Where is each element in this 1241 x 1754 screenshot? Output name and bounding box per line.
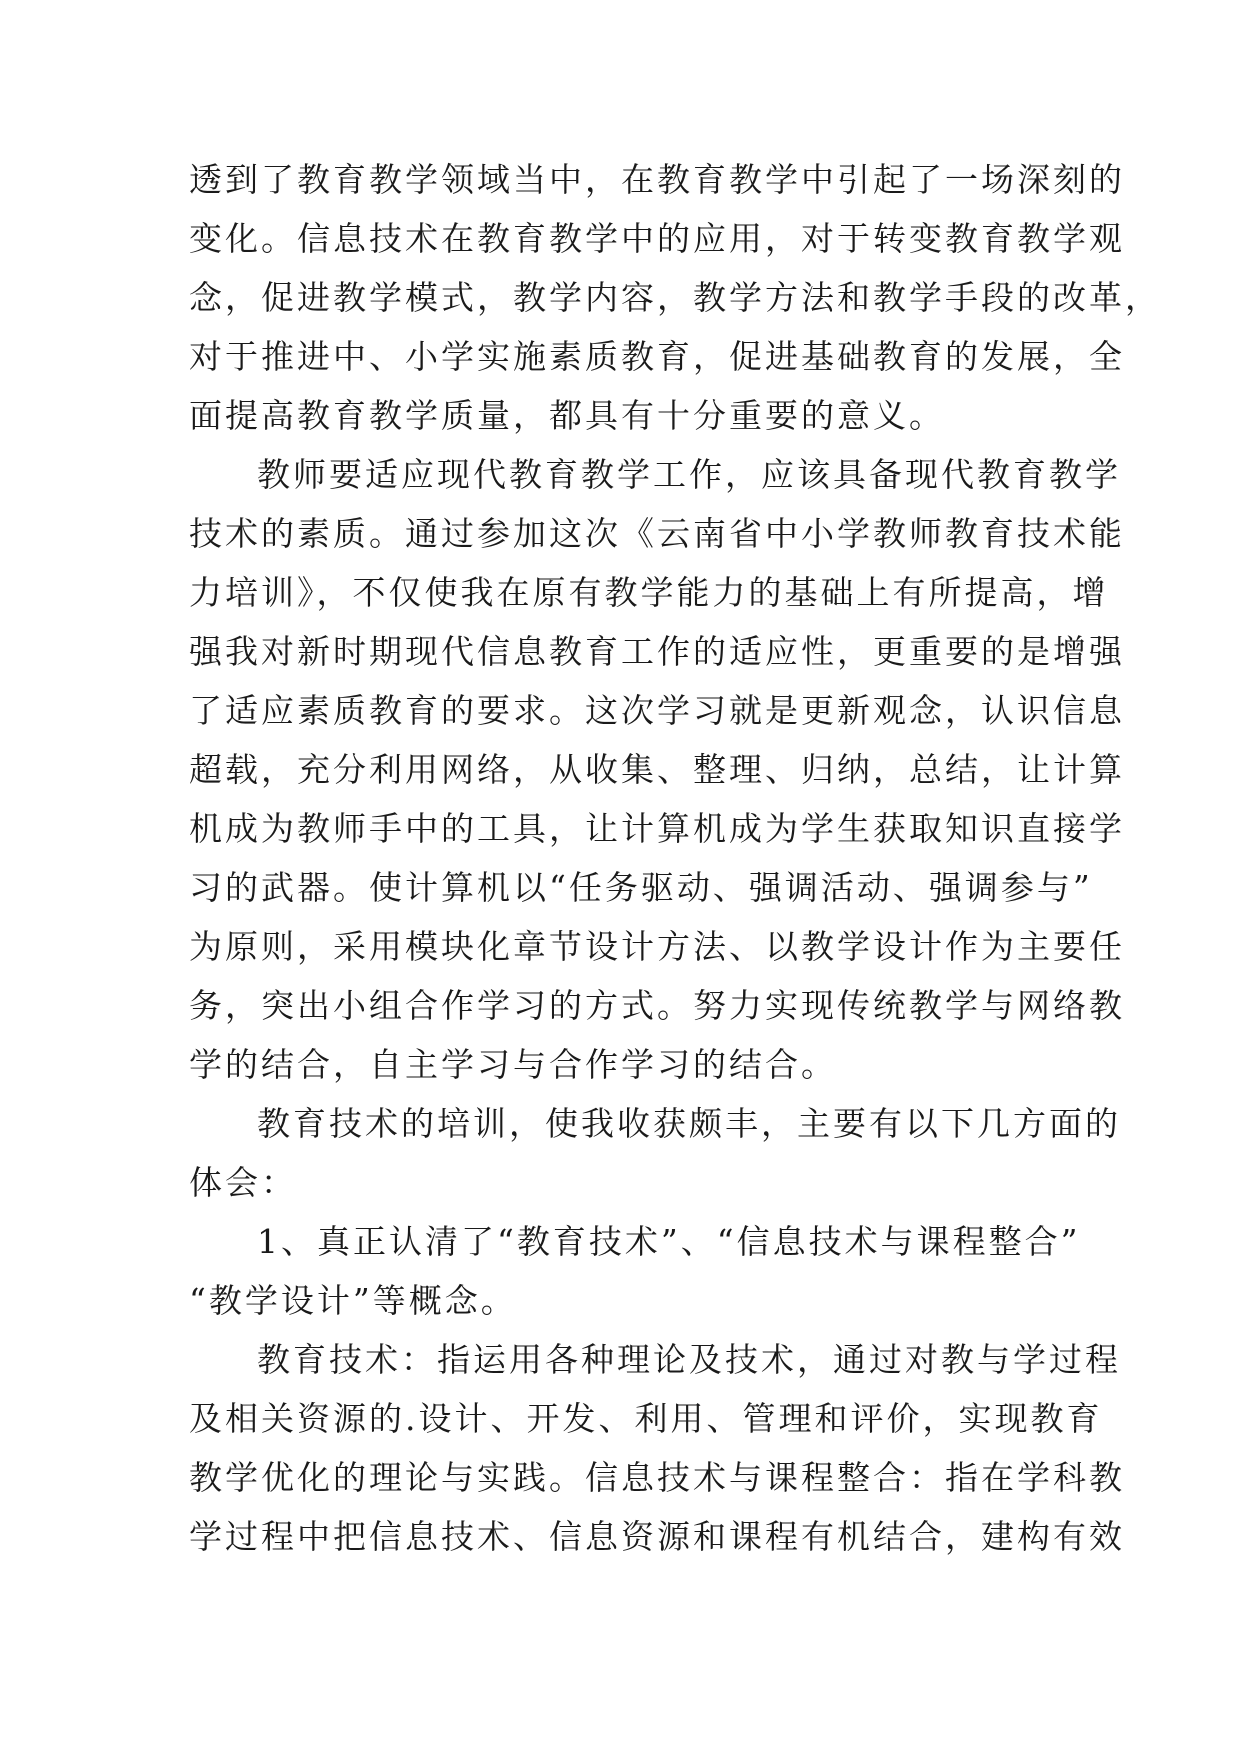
text-line: 为原则，采用模块化章节设计方法、以教学设计作为主要任 — [189, 927, 1125, 966]
paragraph-first-line: 教师要适应现代教育教学工作，应该具备现代教育教学 — [257, 455, 1121, 494]
text-line: 念，促进教学模式，教学内容，教学方法和教学手段的改革， — [189, 278, 1161, 317]
paragraph-first-line: 教育技术的培训，使我收获颇丰，主要有以下几方面的 — [257, 1104, 1121, 1143]
text-line: 学的结合，自主学习与合作学习的结合。 — [189, 1045, 837, 1084]
paragraph-first-line: 1、真正认清了“教育技术”、“信息技术与课程整合” — [257, 1222, 1081, 1261]
text-line: 对于推进中、小学实施素质教育，促进基础教育的发展，全 — [189, 337, 1125, 376]
text-line: “教学设计”等概念。 — [189, 1281, 517, 1320]
text-line: 面提高教育教学质量，都具有十分重要的意义。 — [189, 396, 945, 435]
paragraph-first-line: 教育技术：指运用各种理论及技术，通过对教与学过程 — [257, 1340, 1121, 1379]
text-line: 了适应素质教育的要求。这次学习就是更新观念，认识信息 — [189, 691, 1125, 730]
text-line: 务，突出小组合作学习的方式。努力实现传统教学与网络教 — [189, 986, 1125, 1025]
text-line: 体会： — [189, 1163, 297, 1202]
text-line: 技术的素质。通过参加这次《云南省中小学教师教育技术能 — [189, 514, 1125, 553]
body-text — [189, 150, 1161, 1566]
text-line: 超载，充分利用网络，从收集、整理、归纳，总结，让计算 — [189, 750, 1125, 789]
text-line: 学过程中把信息技术、信息资源和课程有机结合，建构有效 — [189, 1517, 1125, 1556]
text-line: 力培训》，不仅使我在原有教学能力的基础上有所提高，增 — [189, 573, 1109, 612]
text-line: 机成为教师手中的工具，让计算机成为学生获取知识直接学 — [189, 809, 1125, 848]
text-line: 教学优化的理论与实践。信息技术与课程整合：指在学科教 — [189, 1458, 1125, 1497]
text-line: 透到了教育教学领域当中，在教育教学中引起了一场深刻的 — [189, 160, 1125, 199]
text-line: 及相关资源的.设计、开发、利用、管理和评价，实现教育 — [189, 1399, 1103, 1438]
text-line: 变化。信息技术在教育教学中的应用，对于转变教育教学观 — [189, 219, 1125, 258]
text-line: 习的武器。使计算机以“任务驱动、强调活动、强调参与” — [189, 868, 1093, 907]
text-line: 强我对新时期现代信息教育工作的适应性，更重要的是增强 — [189, 632, 1125, 671]
